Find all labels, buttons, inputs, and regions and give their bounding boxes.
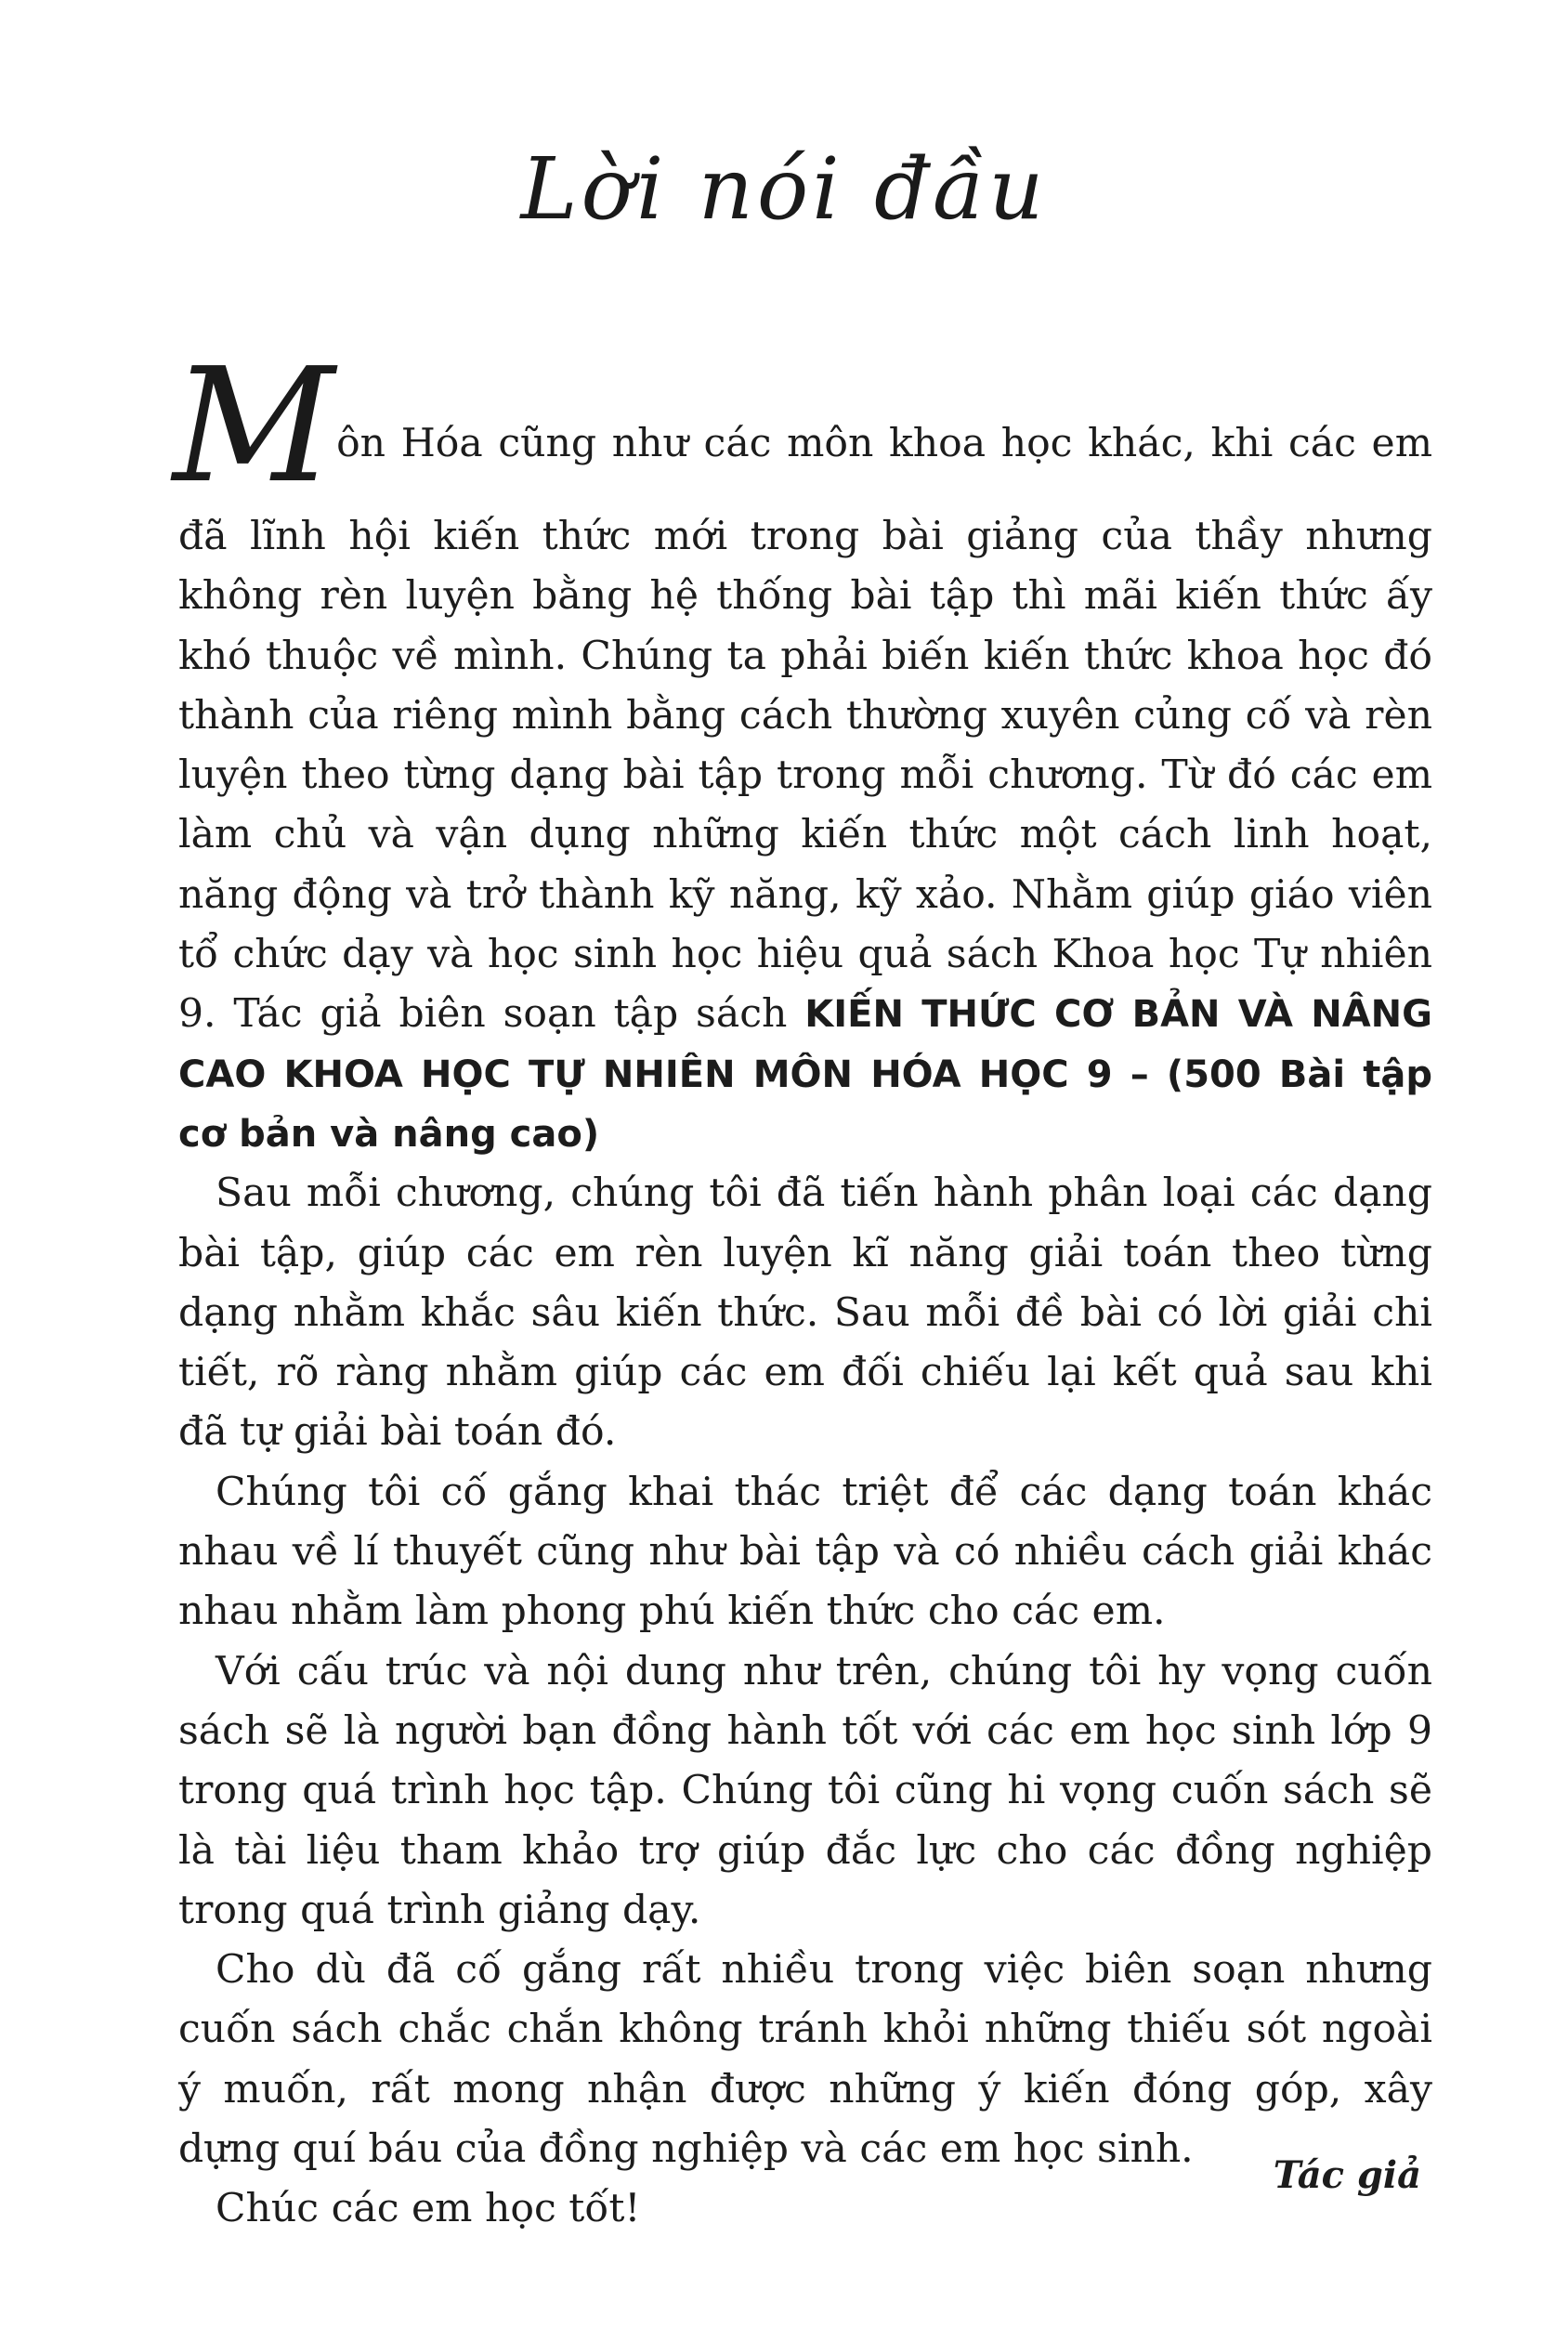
paragraph-exploit: Chúng tôi cố gắng khai thác triệt để các dạng toán khác nhau về lí thuyết cũng như bài tập và có nhiều cách giải khác nhau nhằm làm phong phú kiến thức cho các em.	[178, 1469, 1432, 1635]
paragraph-hope: Với cấu trúc và nội dung như trên, chúng tôi hy vọng cuốn sách sẽ là người bạn đồng hành tốt với các em học sinh lớp 9 trong quá trình học tập. Chúng tôi cũng hi vọng cuốn sách sẽ là tài liệu tham khảo trợ giúp đắc lực cho các đồng nghiệp trong quá trình giảng dạy.	[178, 1648, 1432, 1933]
drop-cap: M	[173, 334, 335, 518]
opening-line-text: ôn Hóa cũng như các môn khoa học khác, khi các em	[336, 421, 1432, 466]
closing-wish: Chúc các em học tốt!	[216, 2186, 641, 2232]
author-signature: Tác giả	[1273, 2153, 1421, 2197]
paragraph-intro-text: đã lĩnh hội kiến thức mới trong bài giảng của thầy nhưng không rèn luyện bằng hệ thống bài tập thì mãi kiến thức ấy khó thuộc về mình. Chúng ta phải biến kiến thức khoa học đó thành của riêng mình bằng cách thường xuyên củng cố và rèn luyện theo từng dạng bài tập trong mỗi chương. Từ đó các em làm chủ và vận dụng những kiến thức một cách linh hoạt, năng động và trở thành kỹ năng, kỹ xảo. Nhằm giúp giáo viên tổ chức dạy và học sinh học hiệu quả sách Khoa học Tự nhiên 9. Tác giả biên soạn tập sách	[178, 514, 1432, 1038]
paragraph-intro	[178, 507, 1432, 1164]
preface-body	[173, 334, 1432, 2240]
paragraph-feedback: Cho dù đã cố gắng rất nhiều trong việc biên soạn nhưng cuốn sách chắc chắn không tránh khỏi những thiếu sót ngoài ý muốn, rất mong nhận được những ý kiến đóng góp, xây dựng quí báu của đồng nghiệp và các em học sinh.	[178, 1947, 1432, 2173]
opening-line	[173, 334, 1432, 518]
page-title: Lời nói đầu	[520, 139, 1048, 239]
book-title: KIẾN THỨC CƠ BẢN VÀ NÂNG CAO KHOA HỌC TỰ NHIÊN MÔN HÓA HỌC 9 – (500 Bài tập cơ bản và nâng cao)	[178, 993, 1432, 1156]
paragraph-structure: Sau mỗi chương, chúng tôi đã tiến hành phân loại các dạng bài tập, giúp các em rèn luyện kĩ năng giải toán theo từng dạng nhằm khắc sâu kiến thức. Sau mỗi đề bài có lời giải chi tiết, rõ ràng nhằm giúp các em đối chiếu lại kết quả sau khi đã tự giải bài toán đó.	[178, 1170, 1432, 1456]
